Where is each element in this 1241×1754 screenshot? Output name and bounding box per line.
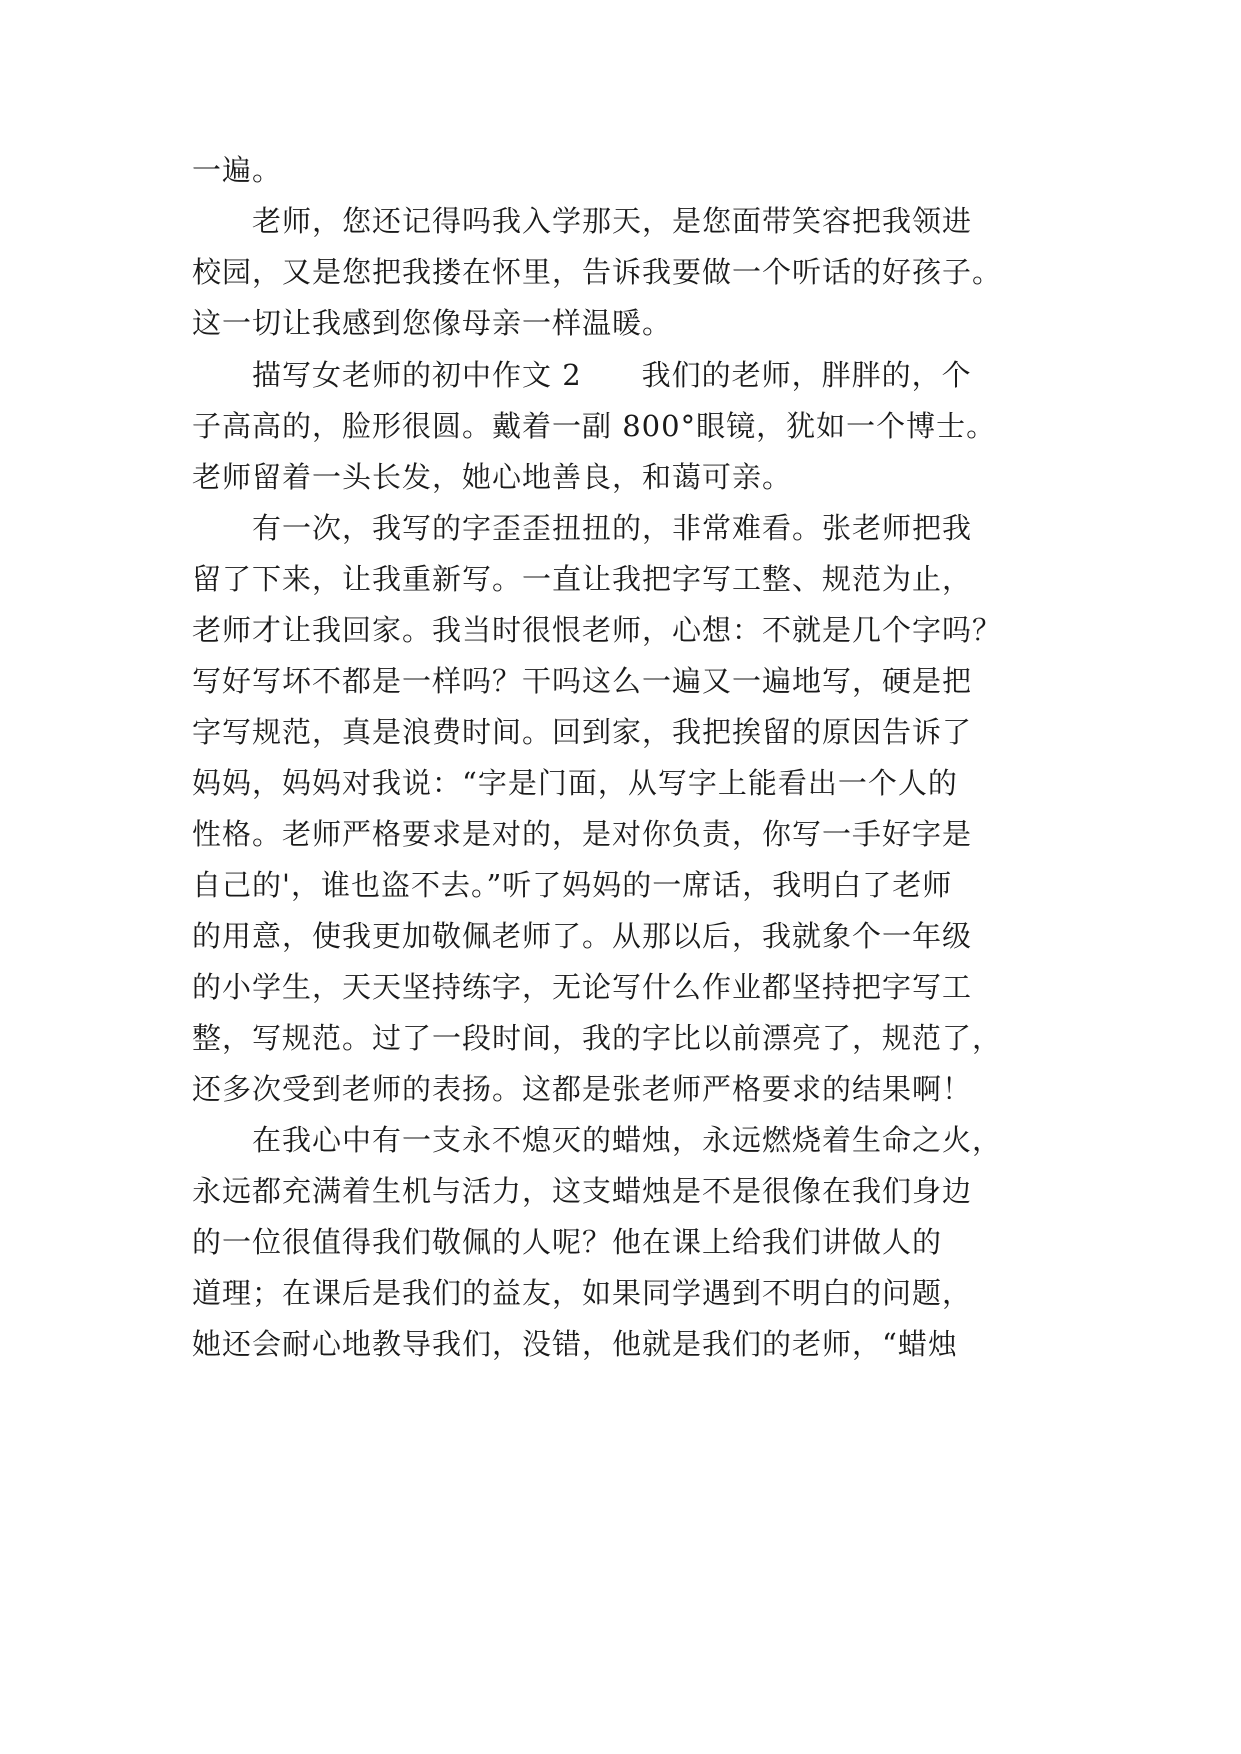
text-line: 自己的'，谁也盗不去。”听了妈妈的一席话，我明白了老师	[192, 868, 953, 902]
paragraph-line: 在我心中有一支永不熄灭的蜡烛，永远燃烧着生命之火，	[252, 1123, 1003, 1157]
text-line: 字写规范，真是浪费时间。回到家，我把挨留的原因告诉了	[192, 715, 973, 749]
text-line: 写好写坏不都是一样吗？干吗这么一遍又一遍地写，硬是把	[192, 664, 973, 698]
text-line: 还多次受到老师的表扬。这都是张老师严格要求的结果啊！	[192, 1072, 973, 1106]
text-line: 的小学生，天天坚持练字，无论写什么作业都坚持把字写工	[192, 970, 973, 1004]
text-line: 她还会耐心地教导我们，没错，他就是我们的老师，“蜡烛	[192, 1327, 958, 1361]
text-line: 这一切让我感到您像母亲一样温暖。	[192, 306, 673, 340]
paragraph-line: 描写女老师的初中作文 2 我们的老师，胖胖的，个	[252, 358, 972, 392]
paragraph-line: 老师，您还记得吗我入学那天，是您面带笑容把我领进	[252, 204, 973, 238]
text-line: 道理；在课后是我们的益友，如果同学遇到不明白的问题，	[192, 1276, 973, 1310]
text-line: 妈妈，妈妈对我说：“字是门面，从写字上能看出一个人的	[192, 766, 958, 800]
text-line: 整，写规范。过了一段时间，我的字比以前漂亮了，规范了，	[192, 1021, 1003, 1055]
text-line: 老师留着一头长发，她心地善良，和蔼可亲。	[192, 460, 793, 494]
text-line: 老师才让我回家。我当时很恨老师，心想：不就是几个字吗？	[192, 613, 1003, 647]
paragraph-line: 有一次，我写的字歪歪扭扭的，非常难看。张老师把我	[252, 511, 973, 545]
text-line: 留了下来，让我重新写。一直让我把字写工整、规范为止，	[192, 562, 973, 596]
text-line: 子高高的，脸形很圆。戴着一副 800°眼镜，犹如一个博士。	[192, 409, 997, 443]
text-line: 性格。老师严格要求是对的，是对你负责，你写一手好字是	[192, 817, 973, 851]
text-line: 校园，又是您把我搂在怀里，告诉我要做一个听话的好孩子。	[192, 255, 1003, 289]
text-line: 永远都充满着生机与活力，这支蜡烛是不是很像在我们身边	[192, 1174, 973, 1208]
text-line: 一遍。	[192, 153, 283, 187]
text-line: 的用意，使我更加敬佩老师了。从那以后，我就象个一年级	[192, 919, 973, 953]
text-line: 的一位很值得我们敬佩的人呢？他在课上给我们讲做人的	[192, 1225, 943, 1259]
